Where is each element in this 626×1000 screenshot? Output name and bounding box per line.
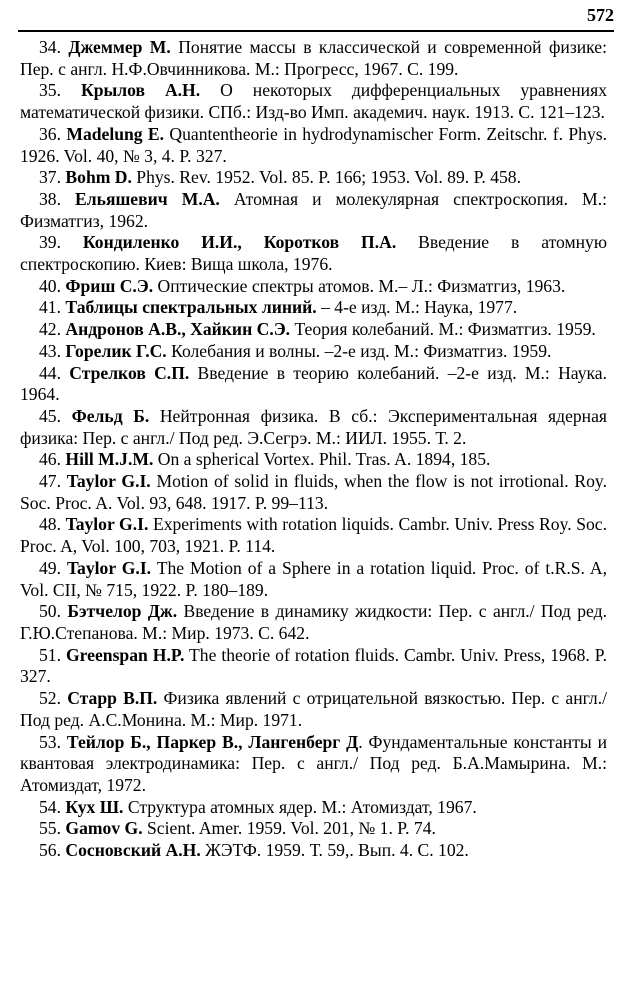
reference-text: Оптические спектры атомов. М.– Л.: Физматгиз, 1963.: [153, 275, 566, 296]
reference-author: Gamov G.: [65, 818, 143, 839]
reference-number: 49.: [39, 557, 61, 578]
reference-entry: [20, 363, 607, 406]
reference-number: 43.: [39, 340, 61, 361]
reference-author: Кух Ш.: [65, 796, 124, 817]
reference-number: 40.: [39, 275, 61, 296]
reference-number: 42.: [39, 319, 61, 340]
reference-number: 51.: [39, 644, 61, 665]
reference-number: 38.: [39, 188, 61, 209]
reference-text: The theorie of rotation fluids. Cambr. Univ. Press, 1968. P. 327.: [20, 644, 607, 687]
reference-author: Taylor G.I.: [65, 514, 149, 535]
reference-text: Experiments with rotation liquids. Cambr. Univ. Press Roy. Soc. Proc. A, Vol. 100, 703, 1921. P. 114.: [20, 514, 607, 557]
reference-text: Теория колебаний. М.: Физматгиз. 1959.: [290, 319, 596, 340]
reference-text: Введение в теорию колебаний. –2-е изд. М.: Наука. 1964.: [20, 362, 607, 405]
reference-author: Тейлор Б., Паркер В., Лангенберг Д: [66, 731, 359, 752]
reference-author: Bohm D.: [65, 167, 132, 188]
reference-text: Атомная и молекулярная спектроскопия. М.: Физматгиз, 1962.: [20, 188, 607, 231]
reference-author: Джеммер М.: [68, 37, 171, 57]
reference-number: 37.: [39, 167, 61, 188]
reference-text: Понятие массы в классической и современной физике: Пер. с англ. Н.Ф.Овчинникова. М.: Прогресс, 1967. С. 199.: [20, 37, 607, 79]
reference-number: 34.: [39, 37, 61, 57]
reference-author: Бэтчелор Дж.: [67, 601, 178, 622]
reference-text: Motion of solid in fluids, when the flow is not irrotional. Roy. Soc. Proc. A. Vol. 93, 648. 1917. P. 99–113.: [20, 471, 607, 513]
reference-entry: [20, 818, 607, 840]
reference-entry: [20, 124, 607, 167]
reference-number: 48.: [39, 514, 61, 535]
reference-text: Структура атомных ядер. М.: Атомиздат, 1967.: [123, 796, 477, 817]
reference-author: Фриш С.Э.: [65, 275, 154, 296]
reference-text: Quantentheorie in hydrodynamischer Form. Zeitschr. f. Phys. 1926. Vol. 40, № 3, 4. P. 327.: [20, 123, 607, 166]
reference-number: 35.: [39, 80, 61, 101]
reference-list: [20, 37, 607, 862]
reference-author: Сосновский А.Н.: [65, 840, 201, 861]
reference-number: 55.: [39, 818, 61, 839]
reference-number: 41.: [39, 297, 61, 318]
reference-number: 47.: [39, 471, 61, 492]
reference-number: 46.: [39, 449, 61, 470]
reference-text: Введение в атомную спектроскопию. Киев: Вища школа, 1976.: [20, 232, 607, 275]
reference-entry: [20, 732, 607, 797]
reference-text: . Фундаментальные константы и квантовая электродинамика: Пер. с англ./ Под ред. Б.А.Мамырина. М.: Атомиздат, 1972.: [20, 731, 607, 795]
reference-entry: [20, 471, 607, 514]
reference-author: Фельд Б.: [71, 405, 150, 426]
reference-text: Введение в динамику жидкости: Пер. с англ./ Под ред. Г.Ю.Степанова. М.: Мир. 1973. С. 642.: [20, 601, 607, 643]
reference-text: – 4-е изд. М.: Наука, 1977.: [316, 297, 518, 318]
reference-text: Нейтронная физика. В сб.: Экспериментальная ядерная физика: Пер. с англ./ Под ред. Э.Сегрэ. М.: ИИЛ. 1955. Т. 2.: [20, 405, 607, 448]
reference-text: Scient. Amer. 1959. Vol. 201, № 1. P. 74.: [142, 818, 436, 839]
reference-entry: [20, 297, 607, 319]
reference-entry: [20, 341, 607, 363]
reference-text: Phys. Rev. 1952. Vol. 85. P. 166; 1953. Vol. 89. P. 458.: [131, 167, 521, 188]
reference-number: 36.: [39, 123, 61, 144]
reference-author: Taylor G.I.: [66, 557, 152, 578]
reference-number: 56.: [39, 840, 61, 861]
reference-text: ЖЭТФ. 1959. Т. 59,. Вып. 4. С. 102.: [200, 840, 469, 861]
reference-entry: [20, 37, 607, 80]
reference-author: Таблицы спектральных линий.: [65, 297, 317, 318]
reference-text: Физика явлений с отрицательной вязкостью. Пер. с англ./ Под ред. А.С.Монина. М.: Мир. 1971.: [20, 688, 607, 730]
reference-entry: [20, 514, 607, 557]
reference-entry: [20, 276, 607, 298]
reference-entry: [20, 319, 607, 341]
reference-author: Стрелков С.П.: [69, 362, 190, 383]
reference-entry: [20, 232, 607, 275]
reference-entry: [20, 406, 607, 449]
reference-text: The Motion of a Sphere in a rotation liquid. Proc. of t.R.S. A, Vol. CII, № 715, 1922. P. 180–189.: [20, 557, 608, 600]
reference-entry: [20, 840, 607, 862]
reference-entry: [20, 558, 607, 601]
reference-author: Кондиленко И.И., Коротков П.А.: [82, 232, 397, 253]
reference-number: 53.: [39, 731, 61, 752]
reference-entry: [20, 189, 607, 232]
page-number: 572: [587, 5, 614, 25]
reference-entry: [20, 80, 607, 123]
reference-entry: [20, 688, 607, 731]
reference-author: Крылов А.Н.: [80, 80, 201, 101]
reference-number: 52.: [39, 688, 61, 709]
reference-entry: [20, 601, 607, 644]
reference-number: 45.: [39, 405, 61, 426]
reference-author: Taylor G.I.: [66, 471, 151, 492]
reference-author: Старр В.П.: [67, 688, 158, 709]
reference-text: О некоторых дифференциальных уравнениях математической физики. СПб.: Изд-во Имп. академич. наук. 1913. С. 121–123.: [20, 80, 607, 123]
reference-entry: [20, 797, 607, 819]
reference-number: 44.: [39, 362, 61, 383]
reference-number: 50.: [39, 601, 61, 622]
reference-entry: [20, 645, 607, 688]
reference-author: Горелик Г.С.: [65, 340, 167, 361]
reference-author: Madelung E.: [66, 123, 165, 144]
reference-entry: [20, 167, 607, 189]
reference-text: Колебания и волны. –2-е изд. М.: Физматгиз. 1959.: [166, 340, 552, 361]
reference-author: Greenspan H.P.: [65, 644, 185, 665]
reference-author: Hill M.J.M.: [65, 449, 154, 470]
reference-number: 39.: [39, 232, 61, 253]
reference-author: Андронов А.В., Хайкин С.Э.: [65, 319, 291, 340]
reference-entry: [20, 449, 607, 471]
reference-author: Ельяшевич М.А.: [75, 188, 220, 209]
header-rule: [18, 30, 614, 32]
reference-number: 54.: [39, 796, 61, 817]
reference-text: On a spherical Vortex. Phil. Tras. A. 1894, 185.: [153, 449, 491, 470]
